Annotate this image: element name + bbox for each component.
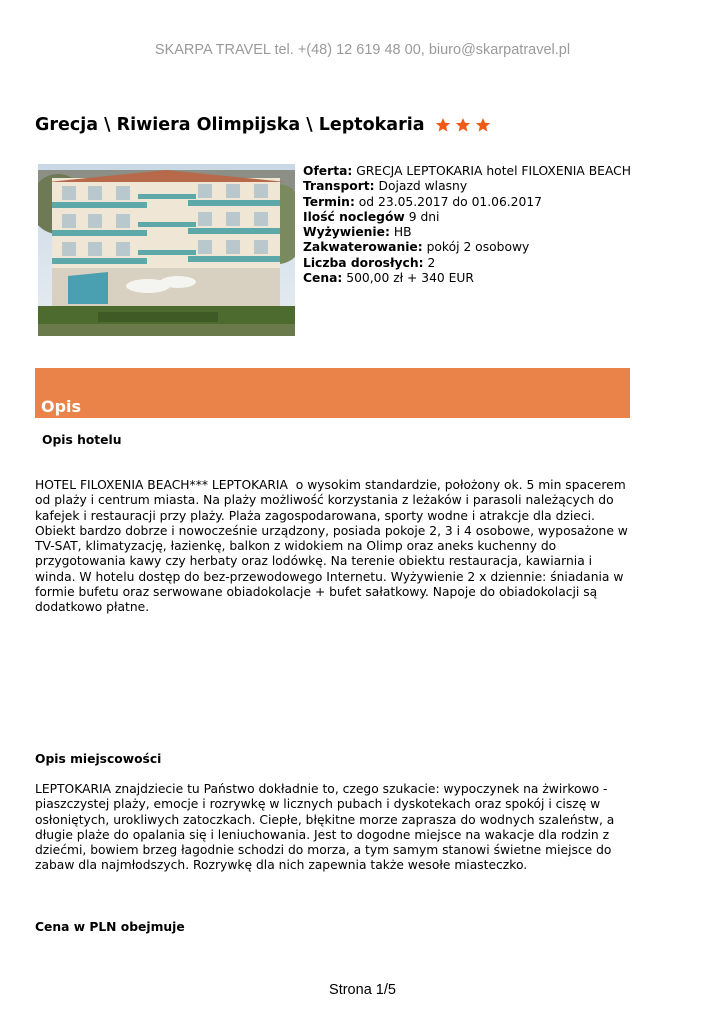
- hotel-description: [35, 478, 635, 616]
- offer-label: Wyżywienie:: [303, 225, 390, 240]
- paragraph-line: od plaży i centrum miasta. Na plaży możliwość korzystania z leżaków i parasoli należących do: [35, 493, 614, 508]
- star-icon: [475, 117, 491, 133]
- offer-row: [303, 195, 631, 210]
- paragraph-line: TV-SAT, klimatyzację, łazienkę, balkon z widokiem na Olimp oraz aneks kuchenny do: [35, 539, 557, 554]
- paragraph-line: zabaw dla najmłodszych. Rozrywkę dla nich zapewnia także wesołe miasteczko.: [35, 858, 528, 873]
- offer-label: Transport:: [303, 179, 375, 194]
- offer-label: Liczba dorosłych:: [303, 255, 424, 270]
- paragraph-line: długie plaże do opalania się i leniuchowania. Jest to dogodne miejsce na wakacje dla rodzin z: [35, 827, 610, 842]
- offer-value: od 23.05.2017 do 01.06.2017: [358, 194, 542, 209]
- star-icon: [435, 117, 451, 133]
- offer-value: 9 dni: [408, 209, 440, 224]
- paragraph-line: kafejek i restauracji przy plaży. Plaża zagospodarowana, sporty wodne i atrakcje dla dzieci.: [35, 508, 595, 523]
- offer-value: GRECJA LEPTOKARIA hotel FILOXENIA BEACH: [356, 164, 631, 178]
- paragraph-line: HOTEL FILOXENIA BEACH*** LEPTOKARIA o wysokim standardzie, położony ok. 5 min spacerem: [35, 478, 626, 492]
- offer-label: Cena:: [303, 271, 343, 286]
- offer-value: HB: [393, 225, 412, 240]
- offer-label: Oferta:: [303, 164, 353, 178]
- offer-row: [303, 240, 631, 255]
- offer-value: Dojazd wlasny: [378, 179, 468, 194]
- section-title: Opis: [41, 397, 82, 416]
- paragraph-line: Obiekt bardzo dobrze i nowocześnie urządzony, posiada pokoje 2, 3 i 4 osobowe, wyposażone w: [35, 523, 628, 538]
- section-band-opis: [35, 368, 630, 418]
- agency-contact-header: SKARPA TRAVEL tel. +(48) 12 619 48 00, biuro@skarpatravel.pl: [154, 42, 571, 58]
- offer-row: [303, 164, 631, 179]
- paragraph-line: przygotowania kawy czy herbaty oraz lodówkę. Na terenie obiektu restauracja, kawiarnia i: [35, 554, 593, 569]
- page-title: [35, 115, 491, 135]
- paragraph-line: formie bufetu oraz serwowane obiadokolacje + bufet sałatkowy. Napoje do obiadokolacji są: [35, 585, 598, 600]
- price-includes-heading: Cena w PLN obejmuje: [35, 920, 185, 934]
- place-description: [35, 782, 635, 874]
- page-number: Strona 1/5: [329, 982, 396, 998]
- offer-details: [303, 164, 631, 286]
- offer-row: [303, 225, 631, 240]
- offer-label: Zakwaterowanie:: [303, 240, 423, 255]
- offer-value: pokój 2 osobowy: [426, 240, 530, 255]
- paragraph-line: piaszczystej plaży, emocje i rozrywkę w licznych pubach i dyskotekach oraz spokój i ciszę w: [35, 797, 601, 812]
- offer-value: 500,00 zł + 340 EUR: [346, 271, 474, 286]
- offer-row: [303, 271, 631, 286]
- paragraph-line: LEPTOKARIA znajdziecie tu Państwo dokładnie to, czego szukacie: wypoczynek na żwirkowo -: [35, 782, 608, 796]
- hotel-building-image: [38, 164, 295, 336]
- offer-label: Ilość noclegów: [303, 209, 405, 224]
- destination-breadcrumb: Grecja \ Riwiera Olimpijska \ Leptokaria: [35, 115, 425, 135]
- paragraph-line: winda. W hotelu dostęp do bez-przewodowego Internetu. Wyżywienie 2 x dziennie: śniadania w: [35, 569, 624, 584]
- offer-row: [303, 210, 631, 225]
- paragraph-line: osłoniętych, urokliwych zatoczkach. Ciepłe, błękitne morze zaprasza do wodnych szaleństw, a: [35, 812, 615, 827]
- hotel-photo: [38, 164, 295, 336]
- hotel-description-heading: Opis hotelu: [42, 433, 122, 447]
- offer-row: [303, 256, 631, 271]
- star-icon: [455, 117, 471, 133]
- paragraph-line: dodatkowo płatne.: [35, 600, 150, 615]
- offer-label: Termin:: [303, 194, 355, 209]
- offer-value: 2: [427, 255, 436, 270]
- hotel-rating: [435, 117, 491, 133]
- paragraph-line: dziećmi, bowiem brzeg łagodnie schodzi do morza, a tym samym stanowi świetne miejsce do: [35, 843, 612, 858]
- place-description-heading: Opis miejscowości: [35, 752, 162, 766]
- offer-row: [303, 179, 631, 194]
